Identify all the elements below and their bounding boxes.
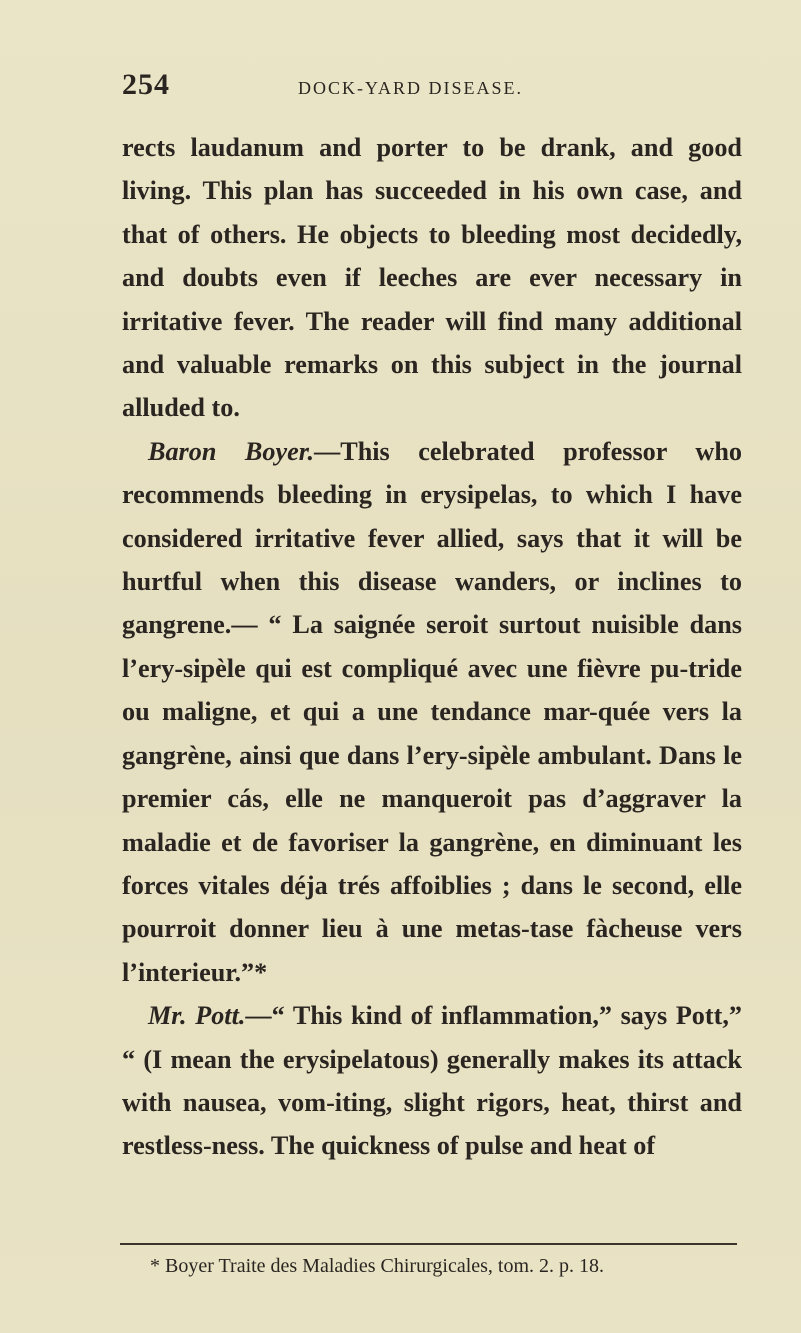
paragraph-1 — [122, 126, 742, 430]
body-text — [122, 126, 742, 1168]
footnote-rule — [120, 1243, 737, 1245]
paragraph-3-name: Mr. Pott. — [148, 1001, 246, 1031]
running-title: DOCK-YARD DISEASE. — [298, 78, 524, 98]
footnote: * Boyer Traite des Maladies Chirurgicales, tom. 2. p. 18. — [150, 1255, 605, 1277]
paragraph-3-text: —“ This kind of inflammation,” says Pott,” “ (I mean the erysipelatous) generally makes its attack with nausea, vom-iting, slight rigors, heat, thirst and restless-ness. The quickness of pulse and heat of — [122, 1001, 742, 1161]
page-number: 254 — [122, 68, 170, 101]
paragraph-2-name: Baron Boyer. — [148, 436, 315, 466]
paragraph-1-text: rects laudanum and porter to be drank, and good living. This plan has succeeded in his own case, and that of others. He objects to bleeding most decidedly, and doubts even if leeches are ever necessary in irritative fever. The reader will find many additional and valuable remarks on this subject in the journal alluded to. — [122, 133, 742, 423]
paragraph-2 — [122, 430, 742, 994]
paragraph-2-text: —This celebrated professor who recommends bleeding in erysipelas, to which I have considered irritative fever allied, says that it will be hurtful when this disease wanders, or inclines to gangrene.— “ La saignée seroit surtout nuisible dans l’ery-sipèle qui est compliqué avec une fièvre pu-tride ou maligne, et qui a une tendance mar-quée vers la gangrène, ainsi que dans l’ery-sipèle ambulant. Dans le premier cás, elle ne manqueroit pas d’aggraver la maladie et de favoriser la gangrène, en diminuant les forces vitales déja trés affoiblies ; dans le second, elle pourroit donner lieu à une metas-tase fàcheuse vers l’interieur.”* — [122, 436, 742, 987]
running-head — [122, 68, 742, 108]
paragraph-3 — [122, 994, 742, 1168]
